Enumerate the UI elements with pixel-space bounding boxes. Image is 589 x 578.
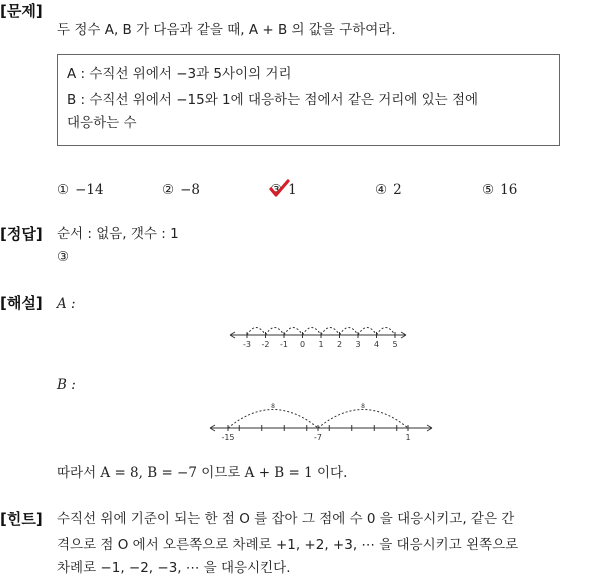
line-a-tick-label: -2	[261, 340, 270, 349]
choice-2-number: ②	[162, 182, 175, 198]
hint-line-2: 격으로 점 O 에서 오른쪽으로 차례로 +1, +2, +3, ⋯ 을 대응시키고 왼쪽으로	[57, 537, 519, 553]
condition-b-cont: 대응하는 수	[67, 115, 137, 131]
line-a-jump-arc	[266, 328, 285, 336]
line-a-jump-arc	[321, 328, 340, 336]
line-a-tick-label: -3	[243, 340, 251, 349]
check-mark-icon	[268, 178, 290, 200]
number-line-b	[206, 397, 436, 443]
problem-question: 두 정수 A, B 가 다음과 같을 때, A + B 의 값을 구하여라.	[57, 22, 396, 38]
answer-value: ③	[57, 249, 70, 265]
line-b-tick-label: -7	[314, 433, 322, 442]
choice-3-value: 1	[288, 182, 297, 198]
choice-4-number: ④	[375, 182, 388, 198]
number-line-a	[228, 320, 408, 352]
line-a-jump-arc	[284, 328, 303, 336]
choice-2[interactable]	[162, 181, 200, 199]
condition-b: B : 수직선 위에서 −15와 1에 대응하는 점에서 같은 거리에 있는 점에	[67, 92, 479, 108]
arc-b-left-mark: 8	[271, 403, 275, 410]
answer-meta: 순서 : 없음, 갯수 : 1	[57, 226, 179, 242]
line-a-tick-label: 3	[355, 340, 361, 349]
line-a-jump-arc	[377, 328, 396, 336]
line-a-tick-label: 4	[373, 340, 380, 349]
choice-5-value: 16	[500, 182, 518, 198]
hint-tag: [힌트]	[0, 510, 43, 528]
line-b-tick-label: 1	[405, 433, 411, 442]
choice-4-value: 2	[393, 182, 402, 198]
choice-1-number: ①	[57, 182, 70, 198]
condition-a: A : 수직선 위에서 −3과 5사이의 거리	[67, 66, 292, 82]
choice-2-value: −8	[180, 182, 201, 198]
line-a-tick-label: -1	[280, 340, 288, 349]
line-a-jump-arc	[303, 328, 322, 336]
line-a-tick-label: 5	[392, 340, 398, 349]
choice-5[interactable]	[482, 181, 517, 199]
solution-a-label: A :	[57, 296, 76, 312]
condition-box	[57, 54, 560, 146]
hint-line-1: 수직선 위에 기준이 되는 한 점 O 를 잡아 그 점에 수 0 을 대응시키고, 같은 간	[57, 511, 515, 527]
hint-line-3: 차례로 −1, −2, −3, ⋯ 을 대응시킨다.	[57, 560, 291, 576]
solution-tag: [해설]	[0, 294, 43, 312]
line-a-jump-arc	[358, 328, 377, 336]
choice-4[interactable]	[375, 181, 402, 199]
solution-conclusion: 따라서 A = 8, B = −7 이므로 A + B = 1 이다.	[57, 465, 348, 481]
solution-b-label: B :	[57, 377, 76, 393]
choice-5-number: ⑤	[482, 182, 495, 198]
line-a-jump-arc	[340, 328, 359, 336]
line-a-tick-label: 2	[336, 340, 343, 349]
arc-b-right-mark: 8	[361, 403, 365, 410]
line-b-tick-label: -15	[221, 433, 235, 442]
problem-tag: [문제]	[0, 2, 43, 20]
choice-3-number: ③	[270, 182, 283, 198]
choice-1-value: −14	[75, 182, 104, 198]
line-a-tick-label: 1	[318, 340, 324, 349]
answer-tag: [정답]	[0, 225, 43, 243]
line-a-tick-label: 0	[299, 340, 306, 349]
choice-1[interactable]	[57, 181, 104, 199]
line-a-jump-arc	[247, 328, 266, 336]
